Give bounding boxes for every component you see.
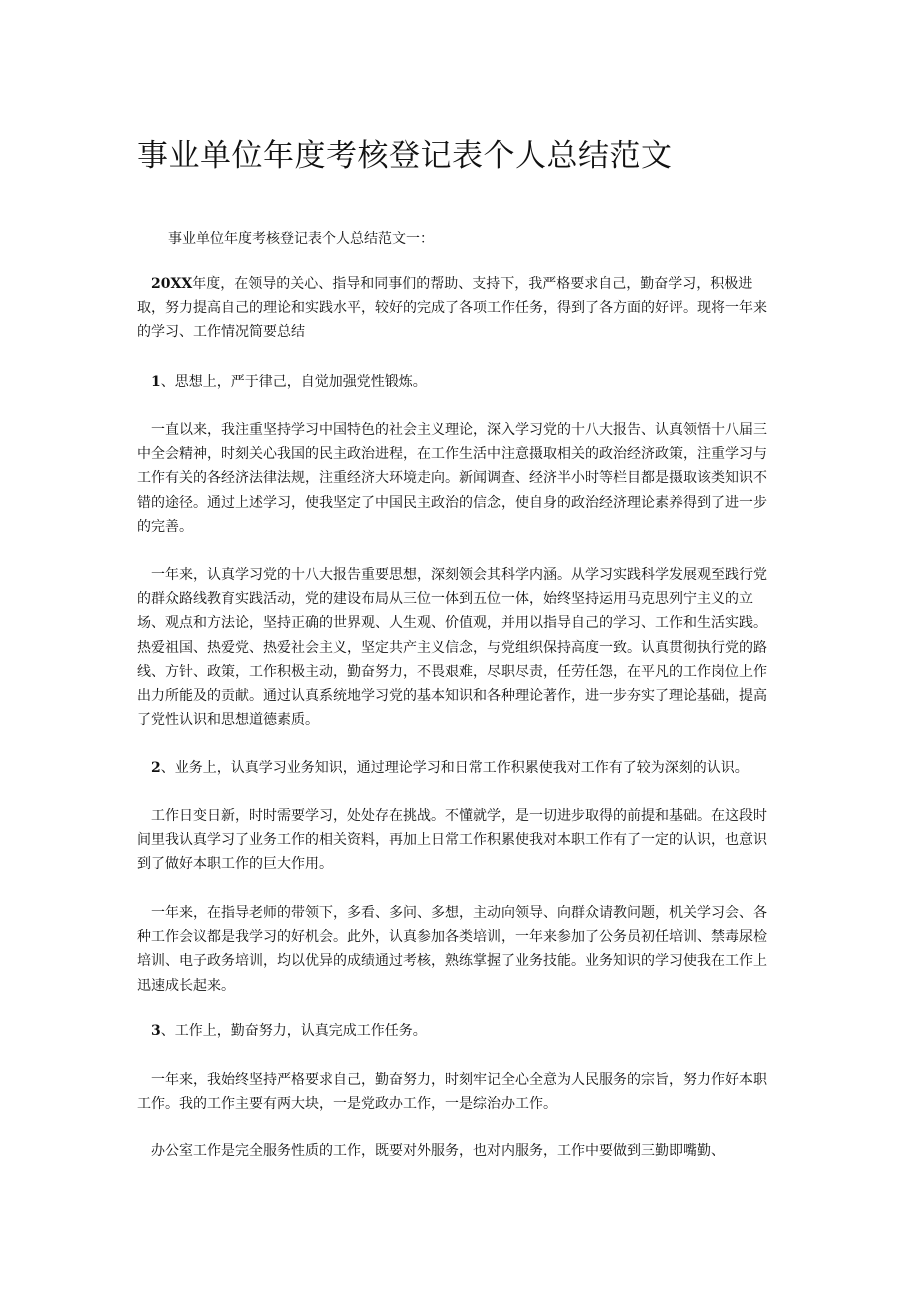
document-title: 事业单位年度考核登记表个人总结范文 — [137, 138, 673, 174]
section-3-heading — [151, 1020, 427, 1042]
intro-paragraph — [137, 272, 775, 345]
paragraph-1 — [137, 418, 775, 539]
paragraph-2-text: 一年来，认真学习党的十八大报告重要思想，深刻领会其科学内涵。从学习实践科学发展观至践行党的群众路线教育实践活动，党的建设布局从三位一体到五位一体，始终坚持运用马克思列宁主义的立场、观点和方法论，坚持正确的世界观、人生观、价值观，并用以指导自己的学习、工作和生活实践。热爱祖国、热爱党、热爱社会主义，坚定共产主义信念，与党组织保持高度一致。认真贯彻执行党的路线、方针、政策，工作积极主动，勤奋努力，不畏艰难，尽职尽责，任劳任怨，在平凡的工作岗位上作出力所能及的贡献。通过认真系统地学习党的基本知识和各种理论著作，进一步夯实了理论基础，提高了党性认识和思想道德素质。 — [137, 567, 767, 729]
paragraph-4-text: 一年来，在指导老师的带领下，多看、多问、多想，主动向领导、向群众请教问题，机关学习会、各种工作会议都是我学习的好机会。此外，认真参加各类培训，一年来参加了公务员初任培训、禁毒尿检培训、电子政务培训，均以优异的成绩通过考核，熟练掌握了业务技能。业务知识的学习使我在工作上迅速成长起来。 — [137, 905, 767, 994]
paragraph-4 — [137, 901, 775, 998]
paragraph-2 — [137, 563, 775, 732]
section-3-text: 、工作上，勤奋努力，认真完成工作任务。 — [160, 1023, 427, 1039]
intro-text: 年度，在领导的关心、指导和同事们的帮助、支持下，我严格要求自己，勤奋学习，积极进取，努力提高自己的理论和实践水平，较好的完成了各项工作任务，得到了各方面的好评。现将一年来的学习、工作情况简要总结 — [137, 276, 767, 341]
section-2-heading — [151, 757, 749, 779]
paragraph-6 — [137, 1139, 775, 1163]
intro-year: 20XX — [151, 276, 193, 292]
paragraph-5-text: 一年来，我始终坚持严格要求自己，勤奋努力，时刻牢记全心全意为人民服务的宗旨，努力作好本职工作。我的工作主要有两大块，一是党政办工作，一是综治办工作。 — [137, 1072, 767, 1113]
document-subtitle: 事业单位年度考核登记表个人总结范文一： — [168, 231, 434, 247]
paragraph-3-text: 工作日变日新，时时需要学习，处处存在挑战。不懂就学，是一切进步取得的前提和基础。在这段时间里我认真学习了业务工作的相关资料，再加上日常工作积累使我对本职工作有了一定的认识，也意识到了做好本职工作的巨大作用。 — [137, 808, 767, 873]
section-2-text: 、业务上，认真学习业务知识，通过理论学习和日常工作积累使我对工作有了较为深刻的认识。 — [160, 760, 749, 776]
section-1-heading — [151, 371, 427, 393]
section-1-text: 、思想上，严于律己，自觉加强党性锻炼。 — [160, 374, 427, 390]
section-2-number: 2 — [151, 760, 161, 776]
paragraph-5 — [137, 1068, 775, 1116]
paragraph-3 — [137, 804, 775, 877]
section-1-number: 1 — [151, 374, 161, 390]
section-3-number: 3 — [151, 1023, 161, 1039]
paragraph-1-text: 一直以来，我注重坚持学习中国特色的社会主义理论，深入学习党的十八大报告、认真领悟十八届三中全会精神，时刻关心我国的民主政治进程，在工作生活中注意摄取相关的政治经济政策，注重学习与工作有关的各经济法律法规，注重经济大环境走向。新闻调查、经济半小时等栏目都是摄取该类知识不错的途径。通过上述学习，使我坚定了中国民主政治的信念，使自身的政治经济理论素养得到了进一步的完善。 — [137, 422, 767, 535]
paragraph-6-text: 办公室工作是完全服务性质的工作，既要对外服务，也对内服务，工作中要做到三勤即嘴勤、 — [151, 1143, 725, 1159]
